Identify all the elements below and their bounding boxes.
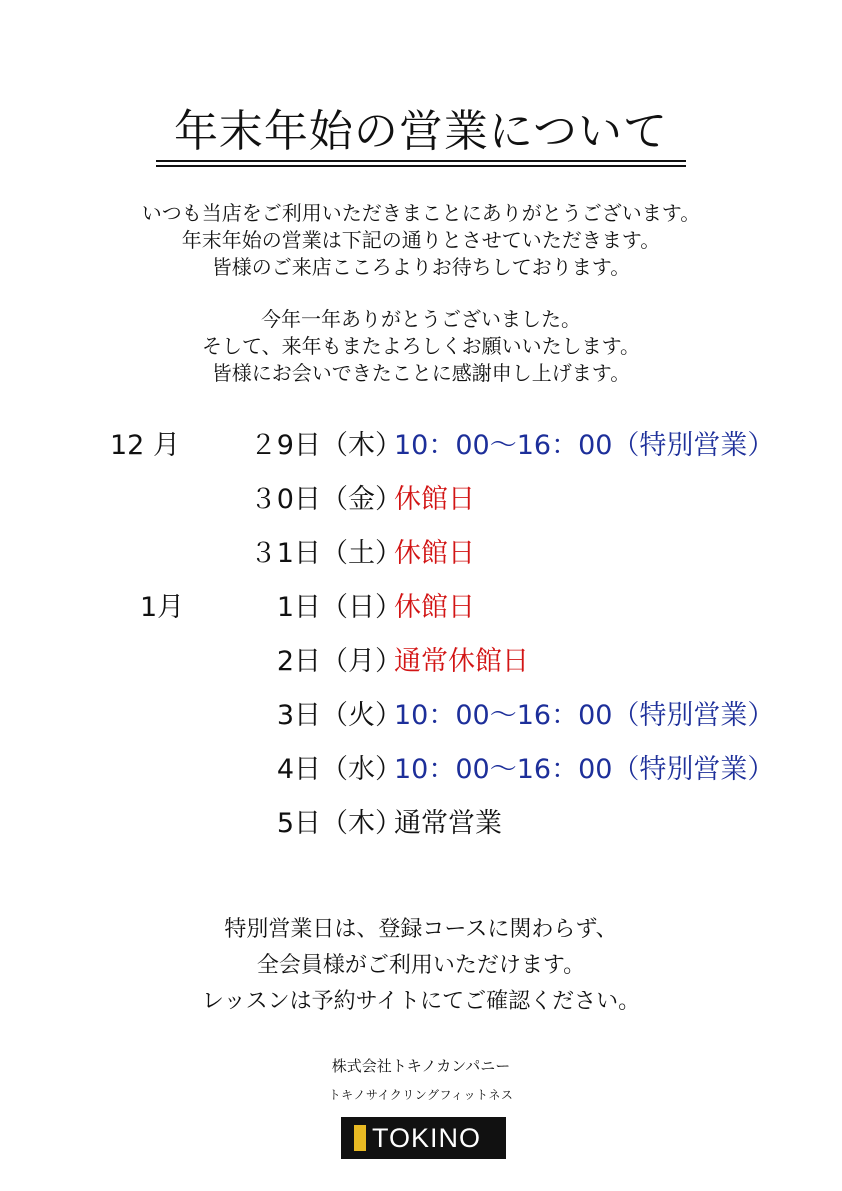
- schedule-hours: 休館日: [394, 538, 475, 569]
- title-underline: [156, 160, 686, 162]
- schedule-hours: 10：00～16：00（特別営業）: [394, 700, 775, 731]
- schedule-row-jan-2: [0, 642, 842, 682]
- schedule-day: 1日（日）: [276, 592, 402, 623]
- thanks-line: 皆様にお会いできたことに感謝申し上げます。: [211, 361, 631, 385]
- schedule-row-jan-5: [0, 804, 842, 844]
- note-line: レッスンは予約サイトにてご確認ください。: [201, 989, 641, 1014]
- schedule-row-dec-30: [0, 480, 842, 520]
- greeting-line: 皆様のご来店こころよりお待ちしております。: [211, 255, 631, 279]
- schedule-hours: 10：00～16：00（特別営業）: [394, 430, 775, 461]
- schedule-day: 5日（木）: [276, 808, 402, 839]
- schedule-row-dec-31: [0, 534, 842, 574]
- schedule-hours: 休館日: [394, 592, 475, 623]
- greeting-line: 年末年始の営業は下記の通りとさせていただきます。: [181, 228, 661, 252]
- schedule-day: 2日（月）: [276, 646, 402, 677]
- greeting-line: いつも当店をご利用いただきまことにありがとうございます。: [141, 201, 701, 225]
- schedule-day: ２9日（木）: [249, 430, 402, 461]
- special-days-note: [0, 912, 842, 1020]
- tokino-logo: [341, 1117, 506, 1159]
- note-line: 特別営業日は、登録コースに関わらず、: [224, 917, 618, 942]
- schedule-hours: 10：00～16：00（特別営業）: [394, 754, 775, 785]
- facility-name: トキノサイクリングフィットネス: [328, 1088, 514, 1102]
- schedule-row-dec-29: [0, 426, 842, 466]
- schedule-row-jan-4: [0, 750, 842, 790]
- note-line: 全会員様がご利用いただけます。: [256, 953, 586, 978]
- thanks-line: 今年一年ありがとうございました。: [261, 307, 581, 331]
- schedule-hours: 通常営業: [394, 808, 502, 839]
- schedule-month: 1月: [140, 592, 185, 623]
- schedule-row-jan-3: [0, 696, 842, 736]
- logo-accent-bar: [354, 1125, 366, 1151]
- schedule-hours: 通常休館日: [394, 646, 529, 677]
- schedule-day: ３1日（土）: [249, 538, 402, 569]
- schedule-day: ３0日（金）: [249, 484, 402, 515]
- schedule-hours: 休館日: [394, 484, 475, 515]
- thanks-line: そして、来年もまたよろしくお願いいたします。: [202, 334, 640, 358]
- schedule-row-jan-1: [0, 588, 842, 628]
- schedule-day: 4日（水）: [276, 754, 402, 785]
- schedule-month: 12 月: [110, 430, 180, 461]
- logo-text: TOKINO: [372, 1123, 482, 1153]
- title-underline-second: [156, 165, 686, 167]
- thanks-paragraph: [0, 306, 842, 387]
- page-title: 年末年始の営業について: [173, 106, 669, 157]
- schedule-day: 3日（火）: [276, 700, 402, 731]
- company-name: 株式会社トキノカンパニー: [331, 1057, 511, 1075]
- greeting-paragraph: [0, 200, 842, 281]
